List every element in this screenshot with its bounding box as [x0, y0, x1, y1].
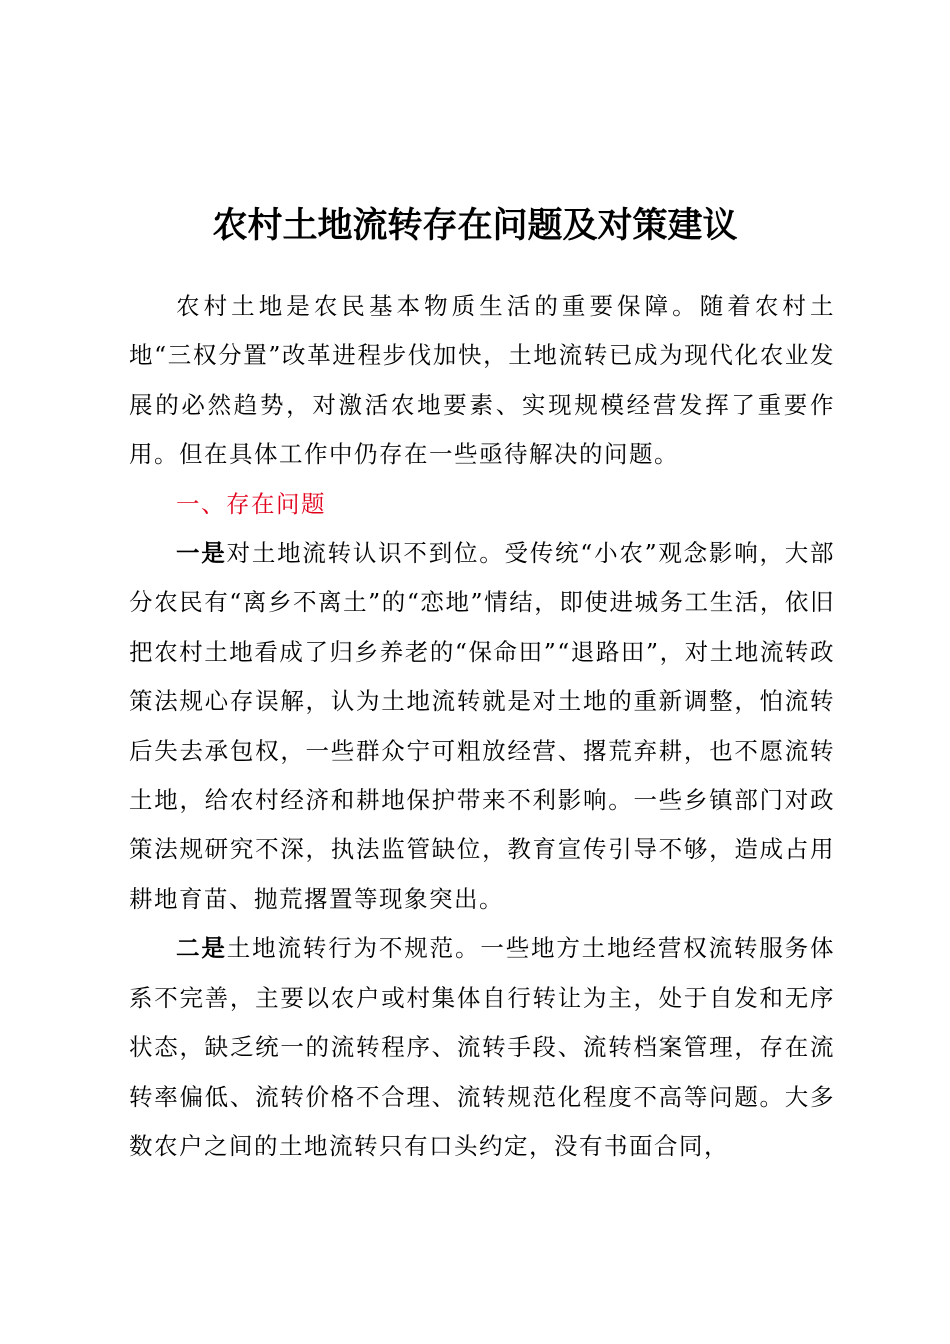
point-1-lead: 一是 [176, 539, 227, 568]
point-2-paragraph [129, 924, 835, 1171]
intro-paragraph: 农村土地是农民基本物质生活的重要保障。随着农村土地“三权分置”改革进程步伐加快，土地流转已成为现代化农业发展的必然趋势，对激活农地要素、实现规模经营发挥了重要作用。但在具体工作中仍存在一些亟待解决的问题。 [129, 292, 835, 469]
point-1-paragraph [129, 529, 835, 924]
point-1-text: 对土地流转认识不到位。受传统“小农”观念影响，大部分农民有“离乡不离土”的“恋地”情结，即使进城务工生活，依旧把农村土地看成了归乡养老的“保命田”“退路田”，对土地流转政策法规心存误解，认为土地流转就是对土地的重新调整，怕流转后失去承包权，一些群众宁可粗放经营、撂荒弃耕，也不愿流转土地，给农村经济和耕地保护带来不利影响。一些乡镇部门对政策法规研究不深，执法监管缺位，教育宣传引导不够，造成占用耕地育苗、抛荒撂置等现象突出。 [129, 539, 836, 913]
document-title: 农村土地流转存在问题及对策建议 [212, 205, 738, 246]
document-body [129, 282, 835, 1171]
point-2-lead: 二是 [176, 934, 227, 963]
section-heading-problems: 一、存在问题 [176, 489, 326, 518]
point-2-text: 土地流转行为不规范。一些地方土地经营权流转服务体系不完善，主要以农户或村集体自行转让为主，处于自发和无序状态，缺乏统一的流转程序、流转手段、流转档案管理，存在流转率偏低、流转价格不合理、流转规范化程度不高等问题。大多数农户之间的土地流转只有口头约定，没有书面合同， [129, 934, 836, 1160]
